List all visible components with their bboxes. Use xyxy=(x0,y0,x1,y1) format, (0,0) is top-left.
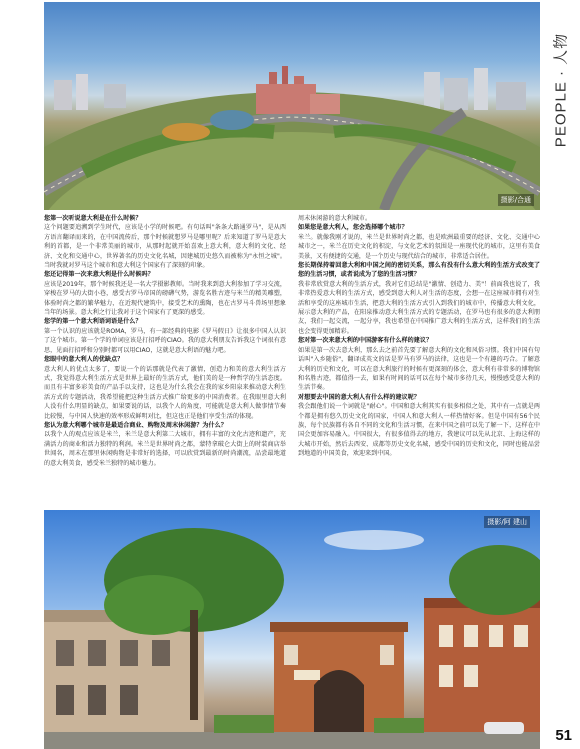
question: 您对第一次来意大利的中国游客有什么样的建议？ xyxy=(298,337,433,345)
question: 如果您是意大利人，您会选择哪个城市？ xyxy=(298,224,408,232)
question: 您第一次听说意大利是在什么时候？ xyxy=(44,215,142,222)
answer: 第一个认识的应该就是ROMA，罗马，有一部经典的电影《罗马假日》让很多中国人认识了这个城市。第一个学的单词应该是打招呼的CIAO。我的意大利朋友告诉我这个词很有意思，见面打招呼和分别时都可以用CIAO，这就是意大利语的魅力吧。 xyxy=(44,327,286,354)
bottom-photo-credit: 摄影/阿 建山 xyxy=(484,516,530,528)
answer-continued: 周末休闲游的意大利城市。 xyxy=(298,215,372,222)
street-scene-illustration xyxy=(44,510,540,749)
answer: 这个问题要追溯到学生时代，应该是小学的时候吧。有句话叫"条条大路通罗马"，是从西方语言翻译而来的，在中国流传后，那个时候就想罗马是哪里呢？后来知道了罗马是意大利的首都，是一个非常美丽的城市，从那时起就开始喜欢上意大利，意大利的文化、经济、文化和交通中心，世界著名的历史文化名城，因建城历史悠久而被称为"永恒之城"。当时我就对罗马这个城市和意大利这个国家有了深刻的印象。 xyxy=(44,224,286,270)
question: 您学的第一个意大利语词语是什么？ xyxy=(44,318,142,326)
section-label xyxy=(546,32,574,148)
answer: 意大利人的优点太多了，要说一个的话那就是代表了激情，创造力和美的意大利生活方式，我觉得意大利生活方式是世界上最好的生活方式，他们美的是一种哲学的生活态度。而且有丰富多彩美食的产品手以支持，这也是为什么我会在我的家乡阳泉来推动意大利生活方式的专题活动，我希望能把这种生活方式推广给更多的中国消费者。在我眼里意大利人没有什么明显的缺点，如果要说的话，以我个人的角度，可能就是意大利人做事情节奏比较慢，与中国人快速的效率形成鲜明对比，但这也正是他们享受生活的体现。 xyxy=(44,365,286,420)
left-text-column xyxy=(44,214,286,504)
city-panorama-illustration xyxy=(44,2,540,210)
answer: 以我个人的观点应该是米兰，米兰是意大利第二大城市，拥有丰富的文化古迹和遗产，充满活力的商业和活力独特的利润。米兰是世界时尚之都，蒙特拿破仑大街上的时装商店举世闻名，周末在那里休闲购物是非常好的选择，可以欣赏到最新的时尚潮流，品尝最地道的意大利美食，感受米兰独特的城市魅力。 xyxy=(44,431,286,467)
answer: 我非常欣赏意大利的生活方式，我对它们总结是"激情、创造力、美"！前面我也说了，我非常热爱意大利的生活方式，感受到意大利人对生活的态度，会想一在这座城市拥有对生活和享受的这座城市生活，把意大利的生活方式引入到我们的城市中，传播意大利文化，展示意大利的产品，在阳泉推动意大利生活方式的专题活动，在罗马也有很多的意大利朋友，我们一起交流，一起分享，我也希望在中国推广意大利的生活方式，这样我们的生活也会变得更加精彩。 xyxy=(298,280,540,335)
question: 对想要去中国的意大利人有什么样的建议呢？ xyxy=(298,393,420,401)
question: 您还记得第一次来意大利是什么时候吗？ xyxy=(44,271,154,279)
question: 您认为意大利哪个城市是最适合商业、购物及周末休闲游？为什么？ xyxy=(44,421,227,429)
top-panorama-photo xyxy=(44,2,540,210)
answer: 如果是第一次去意大利，那么去之前首先要了解意大利的文化和风俗习惯。我们中国有句话叫"入乡随俗"，翻译成英文的话是罗马有罗马的法律，这也是一个有趣的巧合。了解意大利的历史和文化，可以在意大利旅行的时候有更深刻的体会，意大利有非常多的博物馆和名胜古迹，都值得一去，如果有时间的话可以在每个城市多待几天，慢慢感受意大利的生活节奏。 xyxy=(298,346,540,392)
answer: 应该是2019年，那个时候我还是一名大学摄影教师。当时我来到意大利参加了学习交流，穿梭在罗马的大街小巷，感受古罗马帝国的磅礴气势，游览名胜古迹与米兰的精美雕塑，体验时尚之都的繁华魅力，在近现代建筑中，接受艺术的熏陶，也在古罗马斗兽场里想象当年的场景。意大利之行让我对于这个国家有了更深的感受。 xyxy=(44,280,286,317)
right-text-column xyxy=(298,214,540,504)
page-number: 51 xyxy=(551,726,576,745)
answer: 米兰。就像我刚才说的，米兰是世界时尚之都，也是欧洲最重要的经济、文化、交通中心城市之一，米兰在历史文化的积淀，与文化艺术的氛围是一座现代化的城市，这里有美食美景，又有便捷的交通，是一个历史与现代结合的城市，非常适合居住。 xyxy=(298,233,540,260)
section-label-text: PEOPLE · 人物 xyxy=(552,32,570,148)
question: 您长期保持着回意大利和中国之间的密切关系，那么有没有什么意大利的生活方式改变了您的生活习惯，或者说成为了您的生活习惯？ xyxy=(298,262,540,279)
top-photo-credit: 摄影/合通 xyxy=(498,194,534,206)
question: 您眼中的意大利人的优缺点？ xyxy=(44,356,124,364)
answer: 我会跟他们说一个词就是"耐心"。中国和意大利其实有很多相似之处，其中有一点就是两个都是拥有悠久历史文化的国家，中国人和意大利人一样热情好客。但是中国有56个民族，每个民族都有各自不同的文化和生活习惯，在来中国之前可以先了解一下，这样在中国会更加容易融入。中国很大，有很多值得去的地方，我建议可以先从北京、上海这样的大城市开始，然后去西安、成都等历史文化名城，感受中国的历史和文化，同时也能品尝到地道的中国美食，欢迎来到中国。 xyxy=(298,403,540,458)
bottom-street-photo xyxy=(44,510,540,749)
